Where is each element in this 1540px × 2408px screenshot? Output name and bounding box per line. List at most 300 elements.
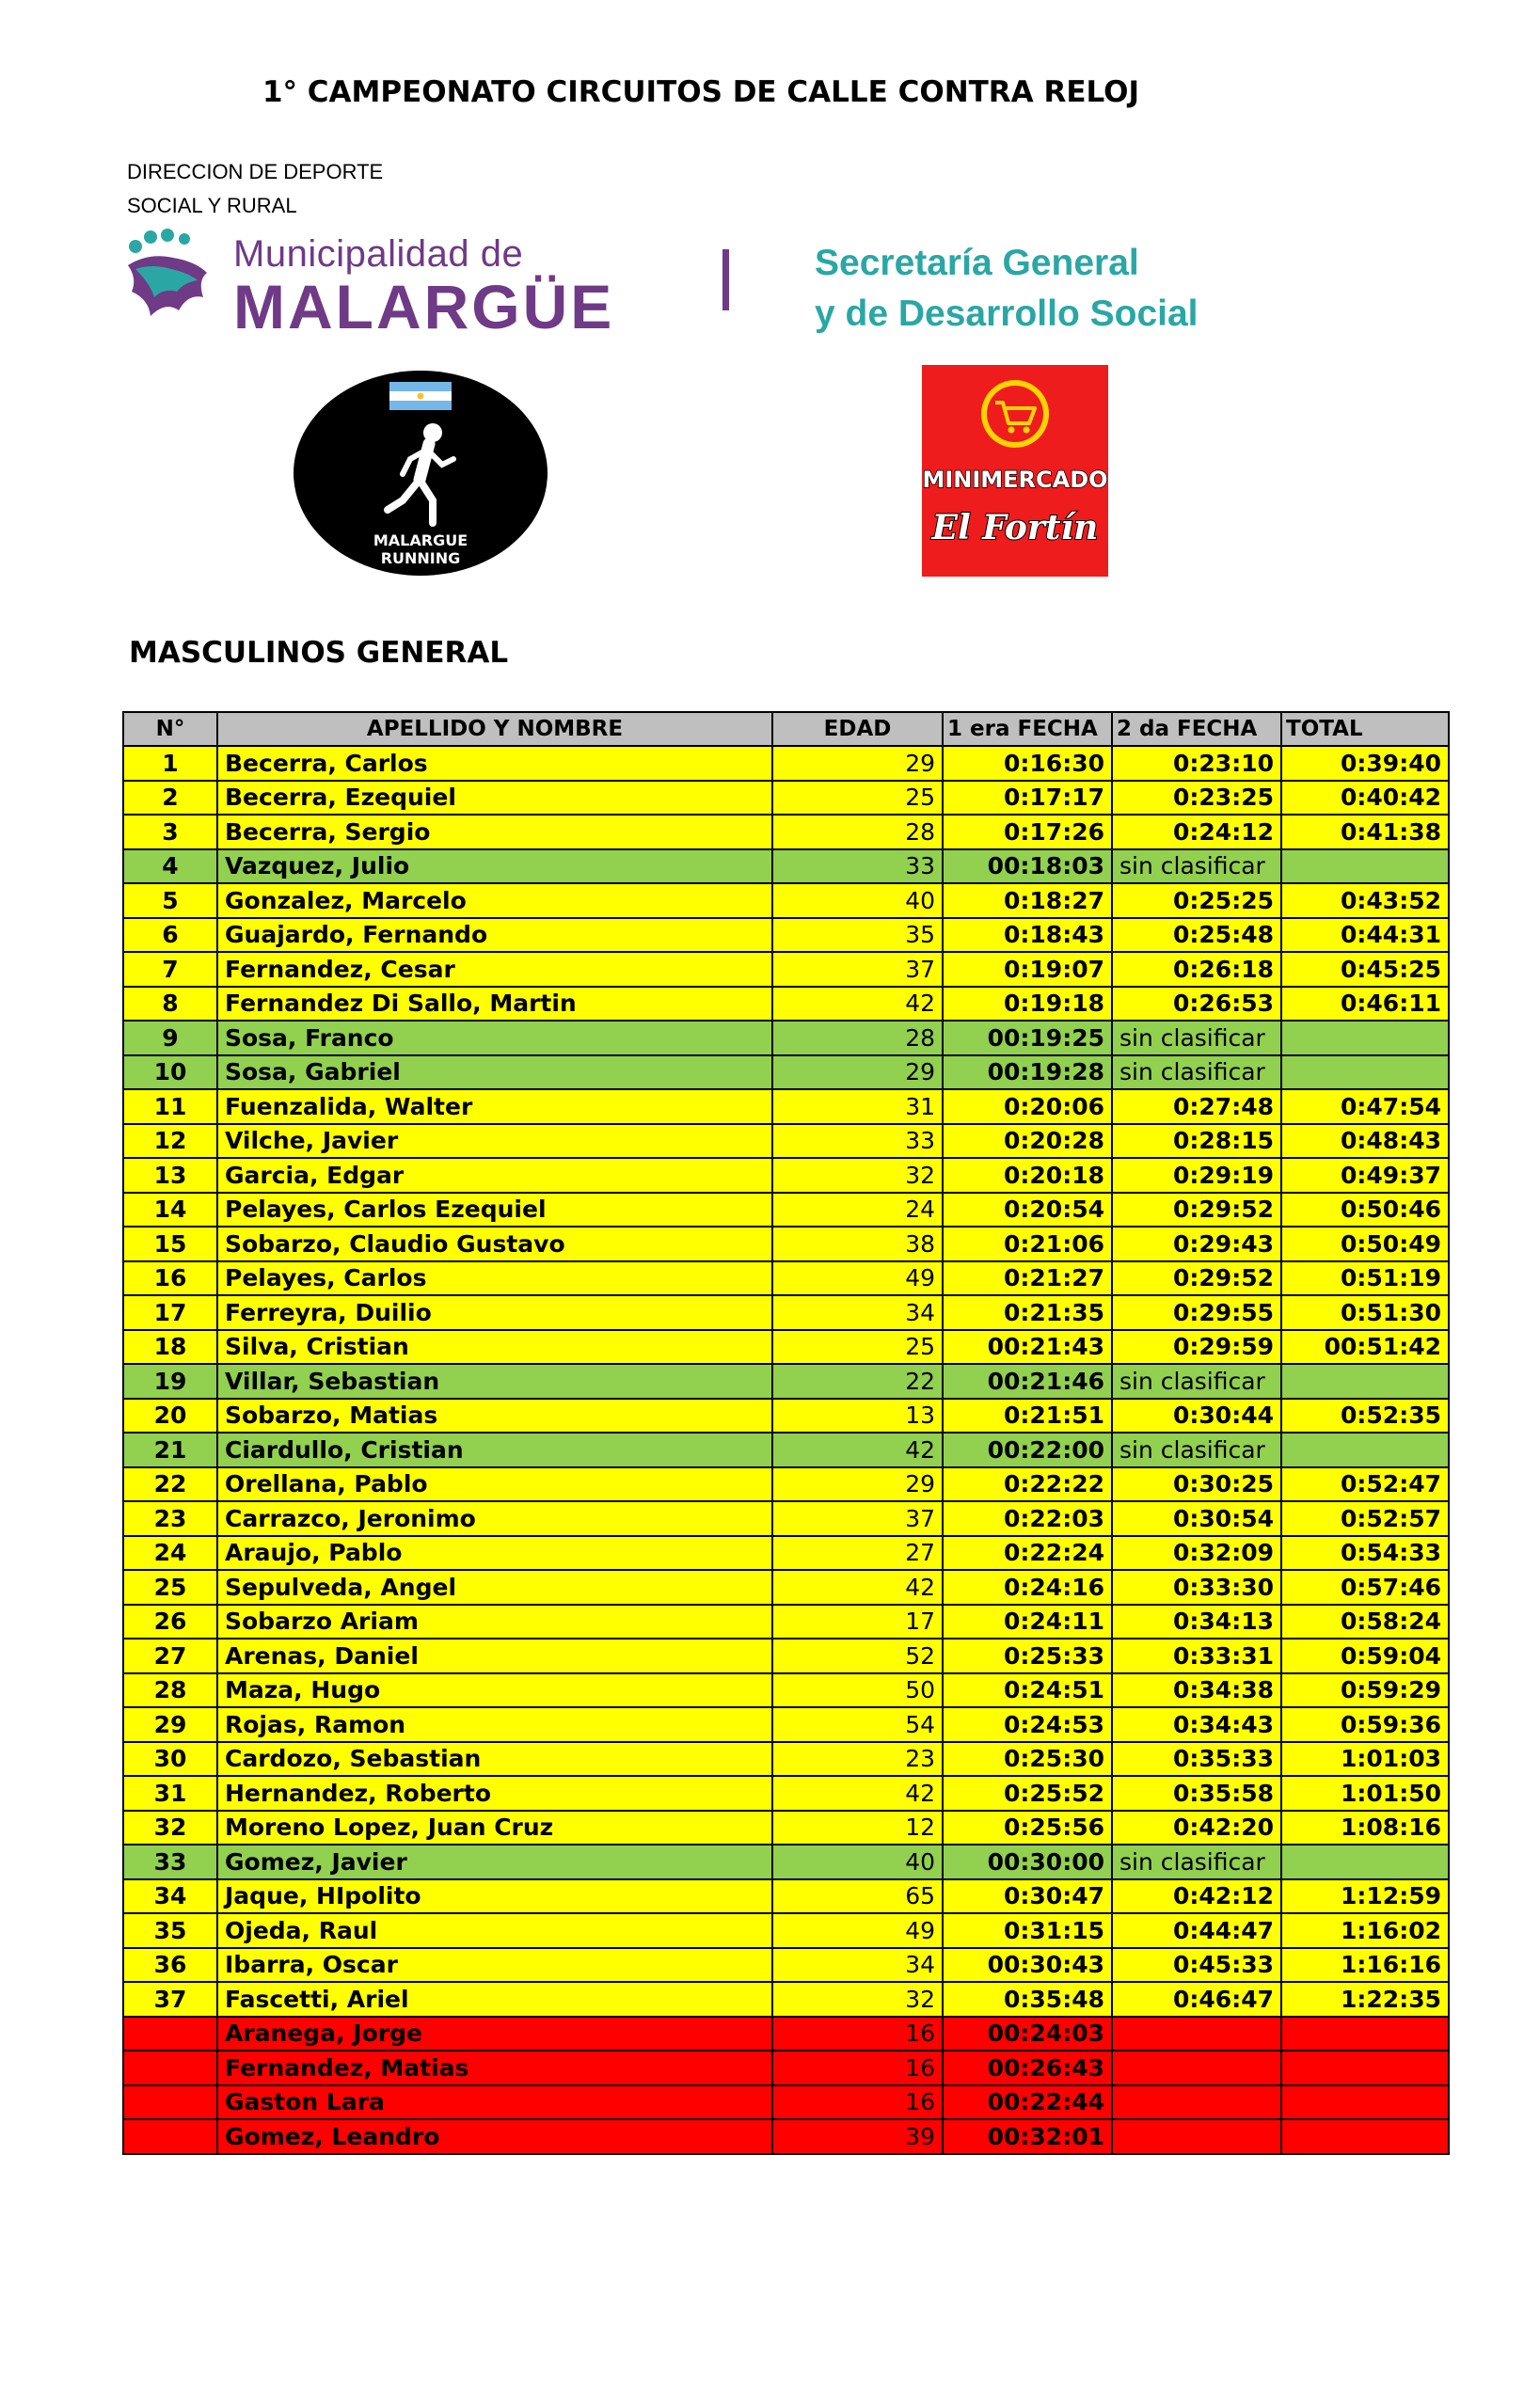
cell-age: 42 <box>772 1570 943 1605</box>
cell-name: Sobarzo Ariam <box>217 1605 772 1640</box>
cell-age: 13 <box>772 1399 943 1434</box>
col-header-total: TOTAL <box>1281 712 1449 746</box>
col-header-age: EDAD <box>772 712 943 746</box>
cell-total: 0:44:31 <box>1281 918 1449 953</box>
cell-name: Fernandez Di Sallo, Martin <box>217 987 772 1022</box>
cell-name: Araujo, Pablo <box>217 1536 772 1571</box>
table-row <box>123 781 1449 816</box>
cell-total <box>1281 2051 1449 2085</box>
table-row <box>123 849 1449 884</box>
cell-name: Fuenzalida, Walter <box>217 1089 772 1124</box>
people-icon <box>122 226 226 329</box>
cell-total <box>1281 1364 1449 1399</box>
cell-age: 54 <box>772 1707 943 1742</box>
cell-total: 1:01:03 <box>1281 1742 1449 1777</box>
cell-date-1: 0:20:18 <box>943 1158 1112 1193</box>
cell-number: 25 <box>123 1570 217 1605</box>
department-line-1: DIRECCION DE DEPORTE <box>127 160 384 183</box>
cell-total: 0:59:04 <box>1281 1639 1449 1673</box>
cell-total: 0:52:47 <box>1281 1467 1449 1502</box>
cell-date-2: 0:30:54 <box>1112 1501 1281 1536</box>
cell-date-2: 0:34:43 <box>1112 1707 1281 1742</box>
cell-date-2: 0:34:13 <box>1112 1605 1281 1640</box>
cell-date-2: 0:33:31 <box>1112 1639 1281 1673</box>
table-row <box>123 1811 1449 1846</box>
cell-number: 12 <box>123 1124 217 1159</box>
cell-total: 0:59:29 <box>1281 1673 1449 1708</box>
cell-number <box>123 2085 217 2120</box>
cell-age: 32 <box>772 1158 943 1193</box>
cell-number: 27 <box>123 1639 217 1673</box>
cell-total: 0:52:57 <box>1281 1501 1449 1536</box>
cell-date-1: 0:20:28 <box>943 1124 1112 1159</box>
argentina-flag-icon <box>389 382 452 410</box>
cell-date-2: 0:26:53 <box>1112 987 1281 1022</box>
cell-total: 0:48:43 <box>1281 1124 1449 1159</box>
cell-date-2: 0:25:25 <box>1112 883 1281 918</box>
cell-number: 31 <box>123 1776 217 1811</box>
cell-date-2 <box>1112 2119 1281 2154</box>
cell-total <box>1281 2017 1449 2052</box>
table-row <box>123 1948 1449 1983</box>
cell-date-1: 0:24:51 <box>943 1673 1112 1708</box>
minimercado-line-1: MINIMERCADO <box>922 467 1108 493</box>
cell-number: 35 <box>123 1913 217 1948</box>
cell-date-2: 0:28:15 <box>1112 1124 1281 1159</box>
cell-number: 29 <box>123 1707 217 1742</box>
cell-name: Cardozo, Sebastian <box>217 1742 772 1777</box>
cell-age: 16 <box>772 2017 943 2052</box>
cell-date-1: 00:19:28 <box>943 1055 1112 1090</box>
cell-total: 0:50:46 <box>1281 1193 1449 1228</box>
cell-total <box>1281 849 1449 884</box>
cell-age: 28 <box>772 1021 943 1055</box>
cell-date-2 <box>1112 2017 1281 2052</box>
cell-total <box>1281 1021 1449 1055</box>
table-row <box>123 1913 1449 1948</box>
cell-number: 22 <box>123 1467 217 1502</box>
cell-number <box>123 2017 217 2052</box>
cell-date-1: 0:25:56 <box>943 1811 1112 1846</box>
cell-total: 1:12:59 <box>1281 1879 1449 1914</box>
cell-date-2: 0:29:59 <box>1112 1330 1281 1365</box>
cell-number: 23 <box>123 1501 217 1536</box>
table-row <box>123 1776 1449 1811</box>
cell-date-2: 0:29:52 <box>1112 1261 1281 1296</box>
cell-date-2: 0:42:20 <box>1112 1811 1281 1846</box>
cell-number: 5 <box>123 883 217 918</box>
cell-total: 1:01:50 <box>1281 1776 1449 1811</box>
cell-name: Villar, Sebastian <box>217 1364 772 1399</box>
cell-age: 33 <box>772 849 943 884</box>
cell-date-2: 0:32:09 <box>1112 1536 1281 1571</box>
cell-date-2: 0:42:12 <box>1112 1879 1281 1914</box>
col-header-date-2: 2 da FECHA <box>1112 712 1281 746</box>
table-row <box>123 1742 1449 1777</box>
cell-date-2: sin clasificar <box>1112 1364 1281 1399</box>
table-row <box>123 1021 1449 1055</box>
cell-date-1: 0:35:48 <box>943 1982 1112 2017</box>
table-row <box>123 1295 1449 1330</box>
cell-date-2: sin clasificar <box>1112 1021 1281 1055</box>
secretaria-line-2: y de Desarrollo Social <box>815 293 1199 334</box>
cell-total: 0:45:25 <box>1281 952 1449 987</box>
department-label <box>127 155 383 223</box>
cell-number: 1 <box>123 746 217 781</box>
cell-date-2: 0:45:33 <box>1112 1948 1281 1983</box>
cell-name: Hernandez, Roberto <box>217 1776 772 1811</box>
cell-date-2: 0:24:12 <box>1112 815 1281 849</box>
cell-name: Vilche, Javier <box>217 1124 772 1159</box>
cell-name: Garcia, Edgar <box>217 1158 772 1193</box>
cell-name: Arenas, Daniel <box>217 1639 772 1673</box>
cell-number: 17 <box>123 1295 217 1330</box>
cell-total <box>1281 1055 1449 1090</box>
table-row <box>123 2085 1449 2120</box>
cell-date-1: 0:18:27 <box>943 883 1112 918</box>
cell-total: 1:08:16 <box>1281 1811 1449 1846</box>
municipalidad-logo <box>122 226 687 339</box>
cell-date-2: 0:35:58 <box>1112 1776 1281 1811</box>
cell-age: 29 <box>772 746 943 781</box>
cell-total: 1:22:35 <box>1281 1982 1449 2017</box>
results-table <box>122 711 1450 2155</box>
cell-name: Jaque, HIpolito <box>217 1879 772 1914</box>
minimercado-logo <box>922 365 1108 577</box>
cell-number: 20 <box>123 1399 217 1434</box>
cell-number: 32 <box>123 1811 217 1846</box>
table-row <box>123 952 1449 987</box>
cell-name: Ojeda, Raul <box>217 1913 772 1948</box>
table-row <box>123 1433 1449 1467</box>
cell-number: 13 <box>123 1158 217 1193</box>
cell-number <box>123 2119 217 2154</box>
cell-date-2: 0:44:47 <box>1112 1913 1281 1948</box>
cell-number: 19 <box>123 1364 217 1399</box>
cell-date-1: 0:21:27 <box>943 1261 1112 1296</box>
cell-name: Sepulveda, Angel <box>217 1570 772 1605</box>
cell-age: 52 <box>772 1639 943 1673</box>
shopping-cart-icon <box>981 380 1049 448</box>
cell-date-2: 0:29:43 <box>1112 1227 1281 1261</box>
cell-date-2: 0:33:30 <box>1112 1570 1281 1605</box>
cell-total: 0:47:54 <box>1281 1089 1449 1124</box>
cell-total <box>1281 2085 1449 2120</box>
cell-date-1: 00:18:03 <box>943 849 1112 884</box>
cell-date-1: 0:25:30 <box>943 1742 1112 1777</box>
cell-number: 8 <box>123 987 217 1022</box>
table-row <box>123 2119 1449 2154</box>
cell-name: Aranega, Jorge <box>217 2017 772 2052</box>
cell-number: 34 <box>123 1879 217 1914</box>
cell-name: Ibarra, Oscar <box>217 1948 772 1983</box>
cell-age: 33 <box>772 1124 943 1159</box>
page-title: 1° CAMPEONATO CIRCUITOS DE CALLE CONTRA RELOJ <box>262 75 1140 109</box>
cell-name: Sosa, Franco <box>217 1021 772 1055</box>
cell-date-1: 00:32:01 <box>943 2119 1112 2154</box>
col-header-number: N° <box>123 712 217 746</box>
cell-date-1: 00:30:43 <box>943 1948 1112 1983</box>
cell-date-1: 0:24:16 <box>943 1570 1112 1605</box>
cell-age: 40 <box>772 1845 943 1879</box>
cell-number: 18 <box>123 1330 217 1365</box>
secretaria-logo <box>815 238 1199 340</box>
cell-name: Guajardo, Fernando <box>217 918 772 953</box>
cell-number <box>123 2051 217 2085</box>
cell-date-1: 0:21:51 <box>943 1399 1112 1434</box>
cell-date-1: 0:31:15 <box>943 1913 1112 1948</box>
cell-date-2: 0:35:33 <box>1112 1742 1281 1777</box>
cell-date-2: 0:30:44 <box>1112 1399 1281 1434</box>
cell-date-2: sin clasificar <box>1112 1433 1281 1467</box>
cell-total: 0:51:19 <box>1281 1261 1449 1296</box>
col-header-name: APELLIDO Y NOMBRE <box>217 712 772 746</box>
cell-date-1: 0:21:35 <box>943 1295 1112 1330</box>
cell-date-2: 0:29:55 <box>1112 1295 1281 1330</box>
cell-number: 4 <box>123 849 217 884</box>
table-row <box>123 1982 1449 2017</box>
cell-age: 25 <box>772 1330 943 1365</box>
table-row <box>123 1845 1449 1879</box>
cell-age: 34 <box>772 1295 943 1330</box>
cell-date-1: 0:19:07 <box>943 952 1112 987</box>
section-title: MASCULINOS GENERAL <box>129 636 509 670</box>
cell-age: 42 <box>772 1433 943 1467</box>
cell-total <box>1281 1845 1449 1879</box>
cell-total <box>1281 1433 1449 1467</box>
cell-number: 37 <box>123 1982 217 2017</box>
table-row <box>123 1673 1449 1708</box>
cell-date-2: sin clasificar <box>1112 1845 1281 1879</box>
cell-date-1: 00:21:43 <box>943 1330 1112 1365</box>
cell-total: 1:16:02 <box>1281 1913 1449 1948</box>
cell-total: 0:54:33 <box>1281 1536 1449 1571</box>
table-row <box>123 1261 1449 1296</box>
department-line-2: SOCIAL Y RURAL <box>127 194 297 217</box>
table-row <box>123 1467 1449 1502</box>
table-row <box>123 815 1449 849</box>
cell-total: 0:39:40 <box>1281 746 1449 781</box>
table-row <box>123 1364 1449 1399</box>
cell-number: 6 <box>123 918 217 953</box>
table-row <box>123 1089 1449 1124</box>
cell-date-1: 0:18:43 <box>943 918 1112 953</box>
cell-name: Sobarzo, Matias <box>217 1399 772 1434</box>
cell-date-1: 0:22:22 <box>943 1467 1112 1502</box>
cell-date-1: 00:21:46 <box>943 1364 1112 1399</box>
cell-total <box>1281 2119 1449 2154</box>
cell-date-1: 0:24:53 <box>943 1707 1112 1742</box>
cell-name: Vazquez, Julio <box>217 849 772 884</box>
cell-date-1: 00:19:25 <box>943 1021 1112 1055</box>
cell-age: 50 <box>772 1673 943 1708</box>
cell-number: 14 <box>123 1193 217 1228</box>
cell-number: 7 <box>123 952 217 987</box>
cell-age: 29 <box>772 1467 943 1502</box>
cell-date-1: 0:25:33 <box>943 1639 1112 1673</box>
cell-number: 26 <box>123 1605 217 1640</box>
table-row <box>123 1330 1449 1365</box>
cell-total: 0:41:38 <box>1281 815 1449 849</box>
cell-age: 35 <box>772 918 943 953</box>
cell-total: 0:40:42 <box>1281 781 1449 816</box>
table-row <box>123 1605 1449 1640</box>
cell-total: 0:57:46 <box>1281 1570 1449 1605</box>
cell-total: 00:51:42 <box>1281 1330 1449 1365</box>
logo-divider <box>722 249 729 310</box>
municipalidad-line-1: Municipalidad de <box>233 233 524 275</box>
cell-total: 0:43:52 <box>1281 883 1449 918</box>
cell-date-1: 0:19:18 <box>943 987 1112 1022</box>
cell-name: Silva, Cristian <box>217 1330 772 1365</box>
cell-name: Carrazco, Jeronimo <box>217 1501 772 1536</box>
cell-date-2: 0:29:19 <box>1112 1158 1281 1193</box>
cell-number: 36 <box>123 1948 217 1983</box>
cell-age: 25 <box>772 781 943 816</box>
cell-name: Becerra, Sergio <box>217 815 772 849</box>
municipalidad-line-2: MALARGÜE <box>233 272 615 341</box>
cell-date-1: 0:24:11 <box>943 1605 1112 1640</box>
table-row <box>123 1639 1449 1673</box>
table-row <box>123 746 1449 781</box>
table-row <box>123 1536 1449 1571</box>
cell-date-1: 0:22:03 <box>943 1501 1112 1536</box>
table-row <box>123 2017 1449 2052</box>
cell-date-2: 0:34:38 <box>1112 1673 1281 1708</box>
cell-age: 37 <box>772 1501 943 1536</box>
table-row <box>123 1227 1449 1261</box>
cell-age: 39 <box>772 2119 943 2154</box>
cell-age: 49 <box>772 1261 943 1296</box>
cell-number: 2 <box>123 781 217 816</box>
minimercado-line-2: El Fortín <box>931 508 1099 547</box>
cell-total: 0:59:36 <box>1281 1707 1449 1742</box>
cell-date-1: 0:21:06 <box>943 1227 1112 1261</box>
cell-number: 15 <box>123 1227 217 1261</box>
cell-number: 28 <box>123 1673 217 1708</box>
cell-name: Pelayes, Carlos Ezequiel <box>217 1193 772 1228</box>
running-line-1: MALARGUE <box>373 531 468 549</box>
cell-date-2 <box>1112 2051 1281 2085</box>
cell-number: 30 <box>123 1742 217 1777</box>
cell-name: Sobarzo, Claudio Gustavo <box>217 1227 772 1261</box>
table-row <box>123 1055 1449 1090</box>
cell-name: Moreno Lopez, Juan Cruz <box>217 1811 772 1846</box>
cell-date-2: 0:46:47 <box>1112 1982 1281 2017</box>
table-row <box>123 1193 1449 1228</box>
cell-name: Gaston Lara <box>217 2085 772 2120</box>
cell-name: Becerra, Carlos <box>217 746 772 781</box>
table-row <box>123 883 1449 918</box>
cell-date-1: 0:25:52 <box>943 1776 1112 1811</box>
col-header-date-1: 1 era FECHA <box>943 712 1112 746</box>
cell-date-2 <box>1112 2085 1281 2120</box>
cell-date-1: 0:17:26 <box>943 815 1112 849</box>
cell-name: Maza, Hugo <box>217 1673 772 1708</box>
cell-age: 28 <box>772 815 943 849</box>
cell-date-2: 0:25:48 <box>1112 918 1281 953</box>
cell-number: 21 <box>123 1433 217 1467</box>
cell-name: Fascetti, Ariel <box>217 1982 772 2017</box>
cell-date-2: 0:23:10 <box>1112 746 1281 781</box>
cell-age: 32 <box>772 1982 943 2017</box>
cell-age: 49 <box>772 1913 943 1948</box>
cell-age: 65 <box>772 1879 943 1914</box>
cell-number: 9 <box>123 1021 217 1055</box>
table-row <box>123 1707 1449 1742</box>
cell-age: 24 <box>772 1193 943 1228</box>
cell-name: Ferreyra, Duilio <box>217 1295 772 1330</box>
cell-date-1: 00:26:43 <box>943 2051 1112 2085</box>
cell-age: 27 <box>772 1536 943 1571</box>
cell-date-2: 0:26:18 <box>1112 952 1281 987</box>
secretaria-line-1: Secretaría General <box>815 243 1139 283</box>
cell-name: Ciardullo, Cristian <box>217 1433 772 1467</box>
cell-age: 40 <box>772 883 943 918</box>
table-row <box>123 918 1449 953</box>
cell-total: 0:50:49 <box>1281 1227 1449 1261</box>
cell-name: Fernandez, Matias <box>217 2051 772 2085</box>
cell-age: 17 <box>772 1605 943 1640</box>
cell-date-1: 00:30:00 <box>943 1845 1112 1879</box>
cell-name: Gomez, Leandro <box>217 2119 772 2154</box>
cell-date-2: 0:23:25 <box>1112 781 1281 816</box>
cell-date-2: sin clasificar <box>1112 849 1281 884</box>
cell-date-1: 0:16:30 <box>943 746 1112 781</box>
cell-age: 38 <box>772 1227 943 1261</box>
table-row <box>123 2051 1449 2085</box>
cell-name: Becerra, Ezequiel <box>217 781 772 816</box>
cell-number: 11 <box>123 1089 217 1124</box>
cell-date-2: sin clasificar <box>1112 1055 1281 1090</box>
malargue-running-logo <box>292 369 549 578</box>
cell-age: 23 <box>772 1742 943 1777</box>
cell-date-1: 0:22:24 <box>943 1536 1112 1571</box>
cell-number: 16 <box>123 1261 217 1296</box>
cell-age: 16 <box>772 2085 943 2120</box>
cell-date-1: 0:20:06 <box>943 1089 1112 1124</box>
cell-name: Gomez, Javier <box>217 1845 772 1879</box>
cell-age: 12 <box>772 1811 943 1846</box>
cell-age: 16 <box>772 2051 943 2085</box>
table-row <box>123 1399 1449 1434</box>
cell-date-1: 0:17:17 <box>943 781 1112 816</box>
cell-name: Gonzalez, Marcelo <box>217 883 772 918</box>
cell-date-2: 0:29:52 <box>1112 1193 1281 1228</box>
cell-total: 0:49:37 <box>1281 1158 1449 1193</box>
table-row <box>123 1501 1449 1536</box>
cell-date-2: 0:27:48 <box>1112 1089 1281 1124</box>
cell-age: 34 <box>772 1948 943 1983</box>
cell-date-1: 00:22:00 <box>943 1433 1112 1467</box>
cell-name: Fernandez, Cesar <box>217 952 772 987</box>
cell-number: 3 <box>123 815 217 849</box>
cell-name: Pelayes, Carlos <box>217 1261 772 1296</box>
cell-total: 0:58:24 <box>1281 1605 1449 1640</box>
table-row <box>123 1570 1449 1605</box>
cell-total: 1:16:16 <box>1281 1948 1449 1983</box>
table-row <box>123 1124 1449 1159</box>
cell-total: 0:51:30 <box>1281 1295 1449 1330</box>
table-row <box>123 987 1449 1022</box>
cell-date-1: 00:22:44 <box>943 2085 1112 2120</box>
cell-date-1: 0:20:54 <box>943 1193 1112 1228</box>
cell-name: Orellana, Pablo <box>217 1467 772 1502</box>
cell-number: 10 <box>123 1055 217 1090</box>
cell-number: 33 <box>123 1845 217 1879</box>
cell-date-2: 0:30:25 <box>1112 1467 1281 1502</box>
cell-number: 24 <box>123 1536 217 1571</box>
